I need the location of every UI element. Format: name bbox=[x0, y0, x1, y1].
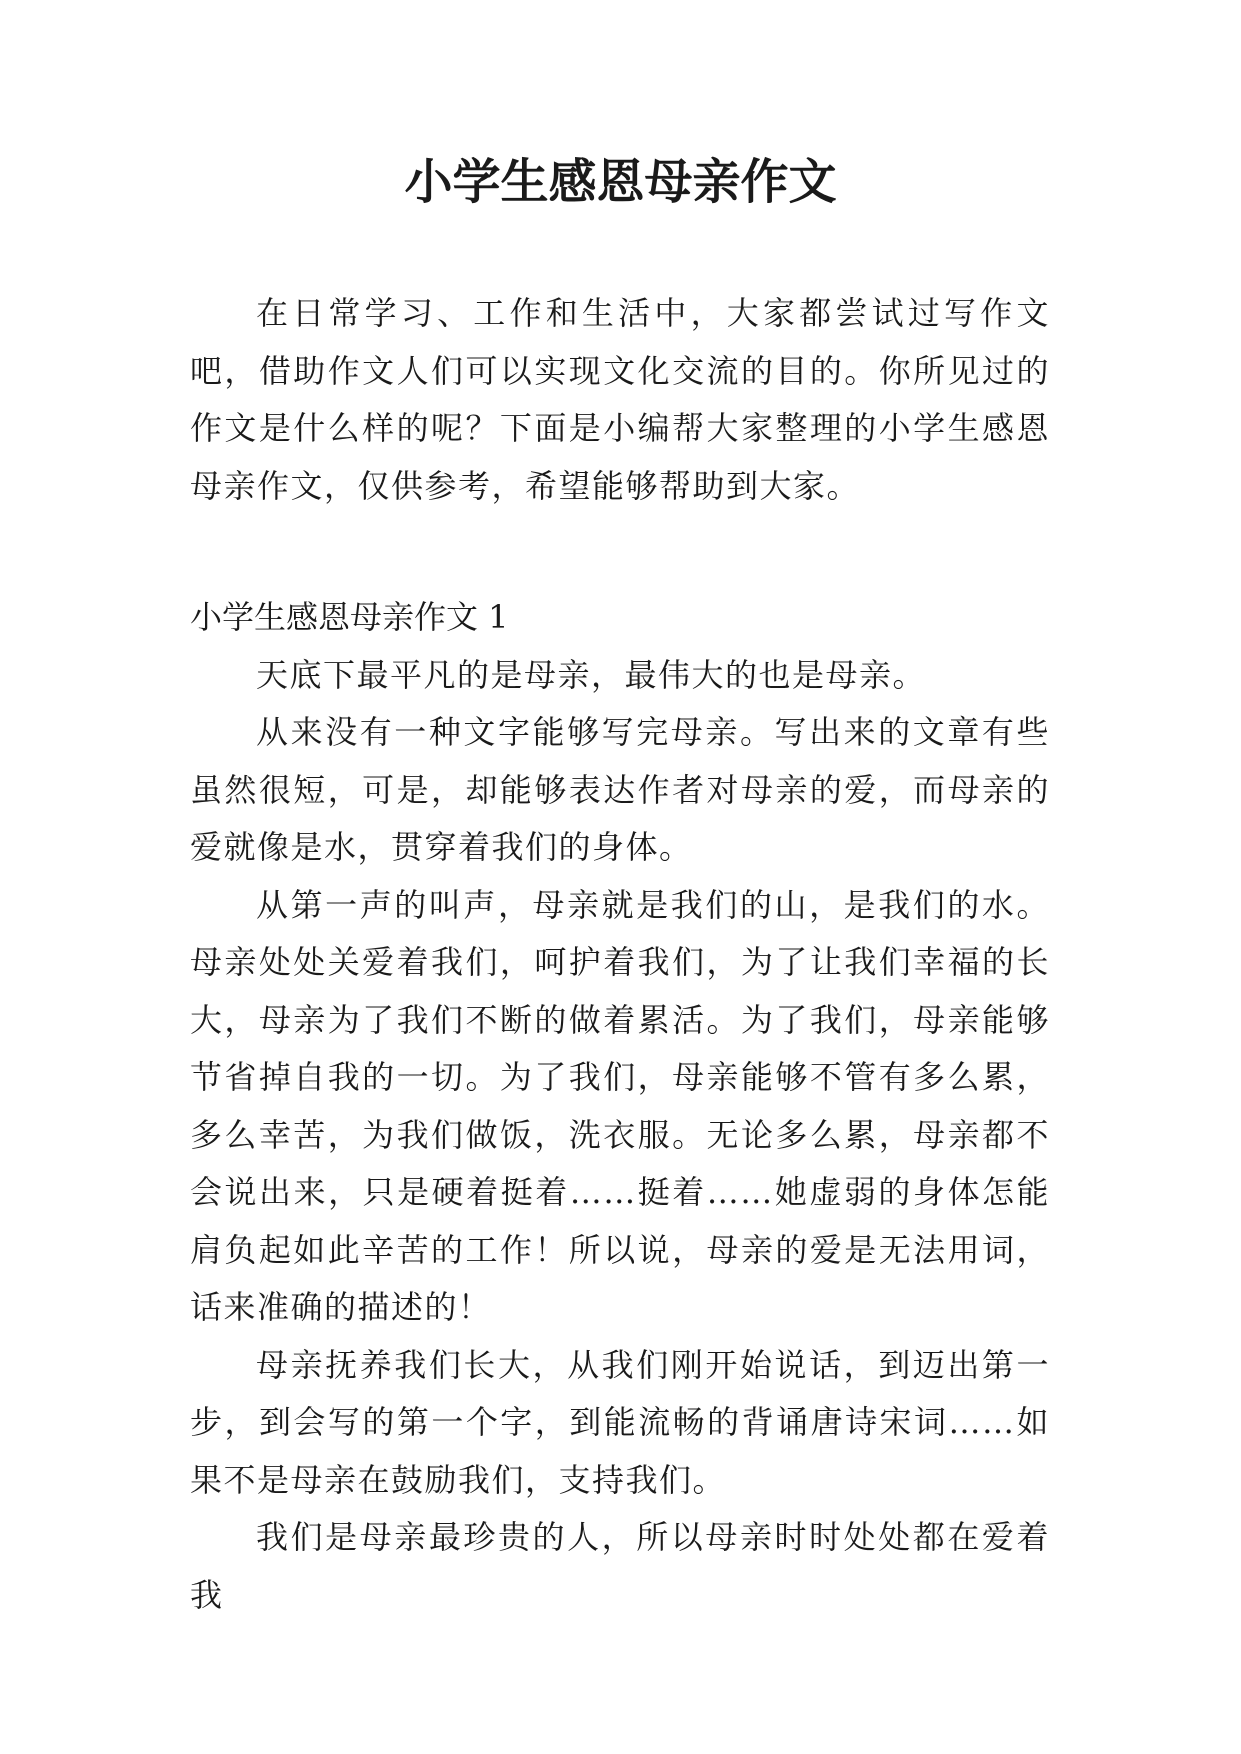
document-body bbox=[190, 285, 1050, 1624]
body-paragraph: 从来没有一种文字能够写完母亲。写出来的文章有些虽然很短，可是，却能够表达作者对母亲的爱，而母亲的爱就像是水，贯穿着我们的身体。 bbox=[190, 713, 1050, 866]
paragraph-spacer bbox=[190, 515, 1050, 589]
body-paragraph: 我们是母亲最珍贵的人，所以母亲时时处处都在爱着我 bbox=[190, 1518, 1050, 1614]
body-paragraph: 母亲抚养我们长大，从我们刚开始说话，到迈出第一步，到会写的第一个字，到能流畅的背诵唐诗宋词……如果不是母亲在鼓励我们，支持我们。 bbox=[190, 1345, 1050, 1499]
body-paragraph: 从第一声的叫声，母亲就是我们的山，是我们的水。母亲处处关爱着我们，呵护着我们，为了让我们幸福的长大，母亲为了我们不断的做着累活。为了我们，母亲能够节省掉自我的一切。为了我们，母亲能够不管有多么累，多么幸苦，为我们做饭，洗衣服。无论多么累，母亲都不会说出来，只是硬着挺着……挺着……她虚弱的身体怎能肩负起如此辛苦的工作！所以说，母亲的爱是无法用词，话来准确的描述的！ bbox=[190, 885, 1050, 1326]
document-title: 小学生感恩母亲作文 bbox=[404, 154, 837, 210]
body-paragraph: 天底下最平凡的是母亲，最伟大的也是母亲。 bbox=[256, 655, 927, 694]
intro-paragraph: 在日常学习、工作和生活中，大家都尝试过写作文吧，借助作文人们可以实现文化交流的目的。你所见过的作文是什么样的呢？下面是小编帮大家整理的小学生感恩母亲作文，仅供参考，希望能够帮助到大家。 bbox=[190, 294, 1050, 505]
section-heading: 小学生感恩母亲作文 1 bbox=[190, 598, 509, 636]
